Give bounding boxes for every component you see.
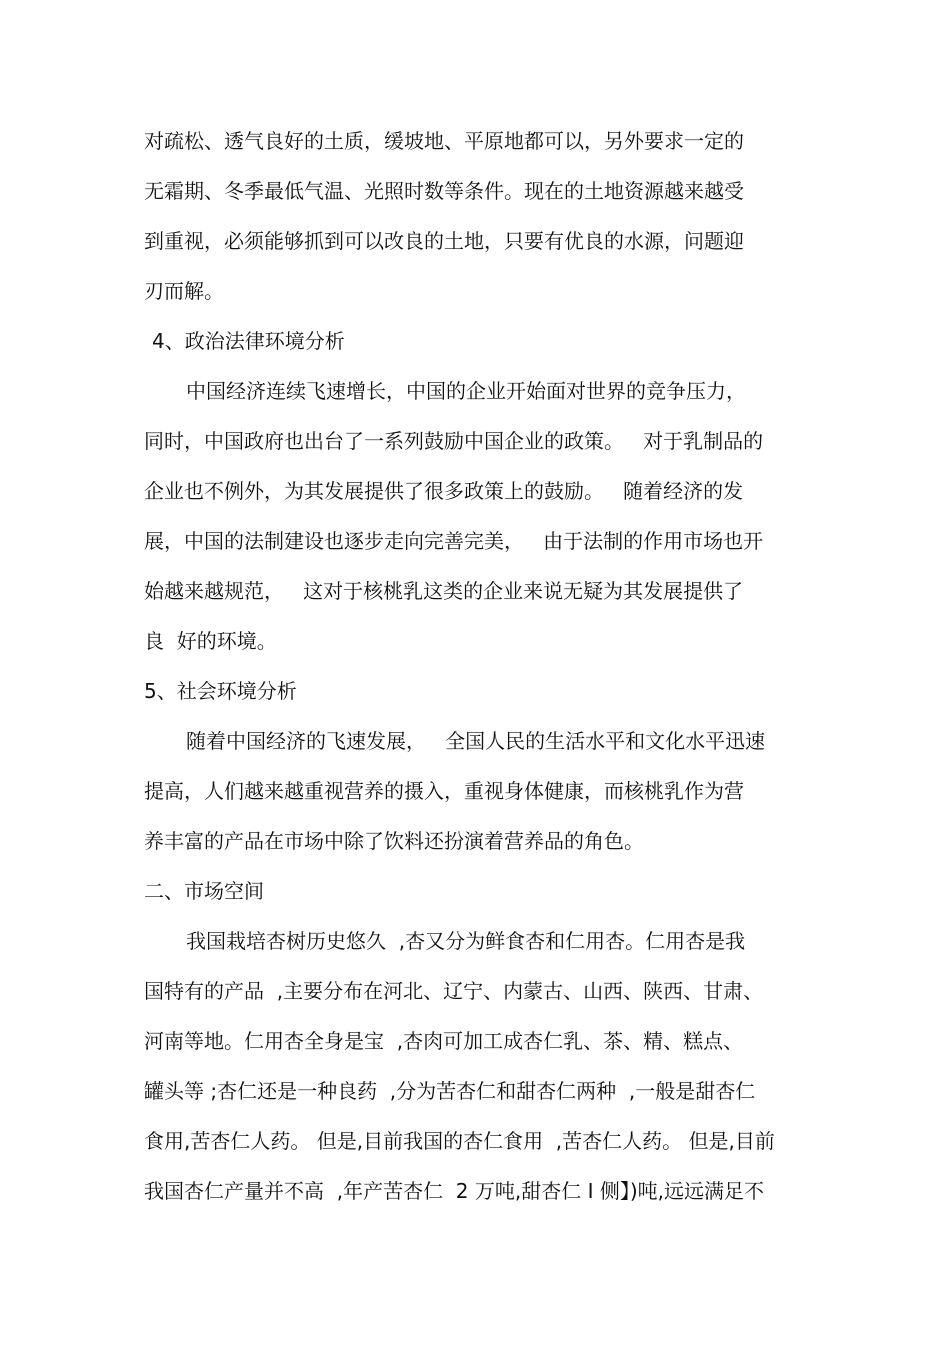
paragraph-first-line: 中国经济连续飞速增长，中国的企业开始面对世界的竞争压力，	[186, 379, 746, 403]
text-line: 养丰富的产品在市场中除了饮料还扮演着营养品的角色。	[144, 829, 644, 853]
text-line: 同时，中国政府也出台了一系列鼓励中国企业的政策。 对于乳制品的	[144, 429, 764, 453]
text-line: 河南等地。仁用杏全身是宝 ,杏肉可加工成杏仁乳、茶、精、糕点、	[144, 1029, 744, 1053]
text-line: 展，中国的法制建设也逐步走向完善完美， 由于法制的作用市场也开	[144, 529, 764, 553]
paragraph-first-line: 随着中国经济的飞速发展， 全国人民的生活水平和文化水平迅速	[186, 729, 766, 753]
text-line: 提高，人们越来越重视营养的摄入，重视身体健康，而核桃乳作为营	[144, 779, 744, 803]
section-heading: 5、社会环境分析	[144, 679, 297, 703]
text-line: 到重视，必须能够抓到可以改良的土地，只要有优良的水源，问题迎	[144, 229, 744, 253]
text-line: 刃而解。	[144, 279, 224, 303]
text-line: 罐头等 ;杏仁还是一种良药 ,分为苦杏仁和甜杏仁两种 ,一般是甜杏仁	[144, 1079, 756, 1103]
text-line: 对疏松、透气良好的土质，缓坡地、平原地都可以，另外要求一定的	[144, 129, 744, 153]
text-line: 良 好的环境。	[144, 629, 277, 653]
text-line: 始越来越规范， 这对于核桃乳这类的企业来说无疑为其发展提供了	[144, 579, 744, 603]
section-heading: 4、政治法律环境分析	[152, 329, 345, 353]
paragraph-first-line: 我国栽培杏树历史悠久 ,杏又分为鲜食杏和仁用杏。仁用杏是我	[186, 929, 746, 953]
text-line: 国特有的产品 ,主要分布在河北、辽宁、内蒙古、山西、陕西、甘肃、	[144, 979, 764, 1003]
text-line: 我国杏仁产量并不高 ,年产苦杏仁 2 万吨,甜杏仁 I 侧】)吨,远远满足不	[144, 1179, 764, 1203]
text-line: 无霜期、冬季最低气温、光照时数等条件。现在的土地资源越来越受	[144, 179, 744, 203]
text-line: 食用,苦杏仁人药。 但是,目前我国的杏仁食用 ,苦杏仁人药。 但是,目前	[144, 1129, 775, 1153]
section-heading: 二、市场空间	[144, 879, 264, 903]
text-line: 企业也不例外，为其发展提供了很多政策上的鼓励。 随着经济的发	[144, 479, 744, 503]
